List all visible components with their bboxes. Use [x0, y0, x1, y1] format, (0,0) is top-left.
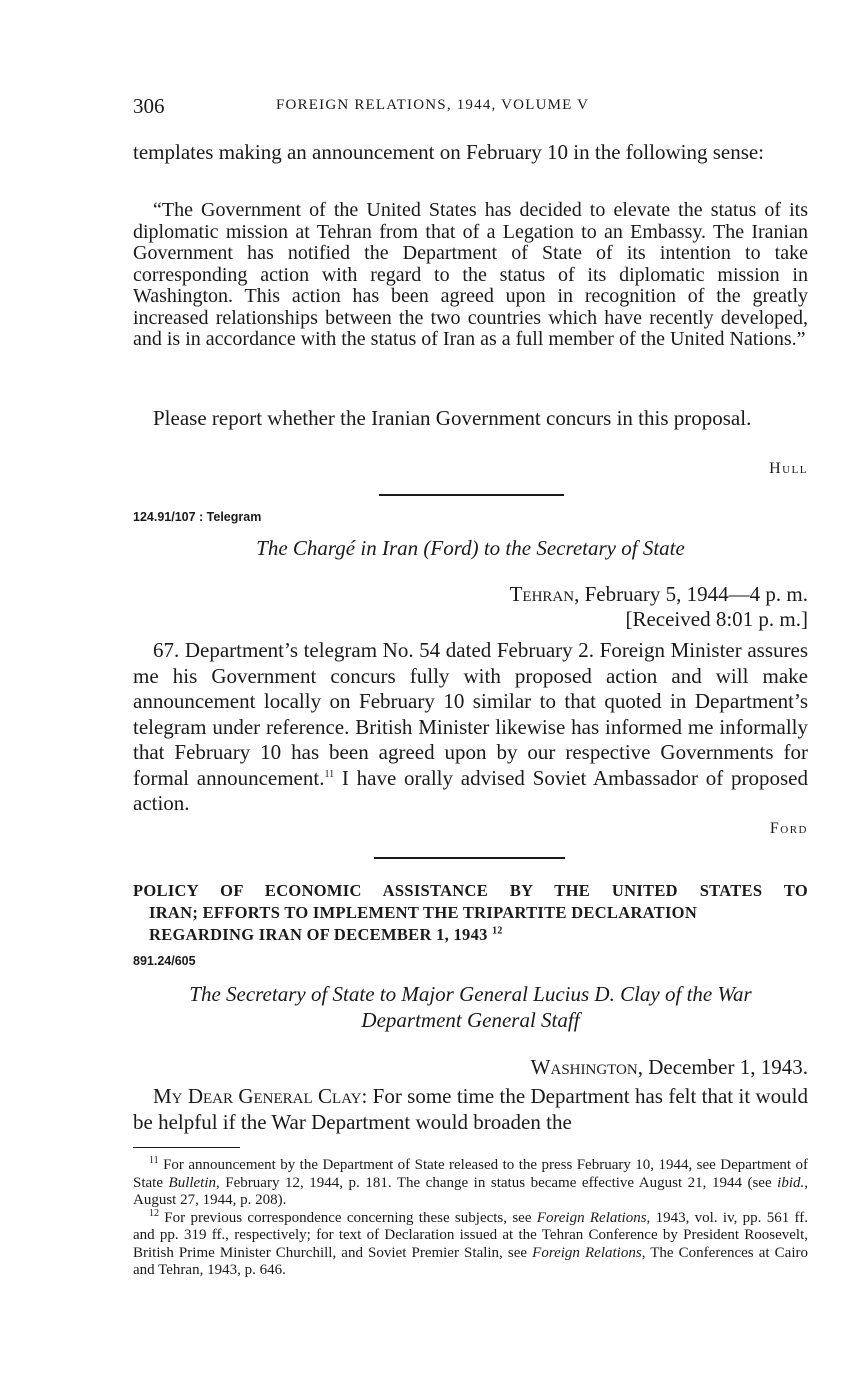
footnotes	[133, 1157, 808, 1280]
salutation: My Dear General Clay	[153, 1084, 362, 1108]
footnote-number: 11	[149, 1155, 159, 1166]
section-divider	[374, 857, 565, 859]
telegram-body-part1: 67. Department’s telegram No. 54 dated February 2. Foreign Minister assures me his Government concurs fully with proposed action and will make announcement locally on February 10 similar to that quoted in Department’s telegram under reference. British Minister likewise has informed me informally that February 10 has been agreed upon by our respective Governments for formal announcement.	[133, 638, 808, 790]
footnote-number: 12	[149, 1207, 159, 1219]
dateline-date: , February 5, 1944—4 p. m.	[574, 582, 808, 606]
signature-hull: Hull	[769, 460, 808, 477]
telegram-body	[133, 638, 808, 817]
footnote: $^{12}$ For previous correspondence concerning these subjects, see Foreign Relations, 1943, vol. iv, pp. 561 ff. and pp. 319 ff., respectively; for text of Declaration issued at the Tehran Conference by President Roosevelt, British Prime Minister Churchill, and Soviet Premier Stalin, see Foreign Relations, The Conferences at Cairo and Tehran, 1943, p. 646.	[133, 1207, 808, 1278]
footnote-marker: 11	[324, 768, 335, 780]
running-head: FOREIGN RELATIONS, 1944, VOLUME V	[276, 97, 590, 113]
received-note: [Received 8:01 p. m.]	[625, 607, 808, 631]
request-paragraph: Please report whether the Iranian Government concurs in this proposal.	[153, 406, 752, 430]
signature-ford: Ford	[769, 820, 808, 837]
document-title	[133, 981, 808, 1033]
dateline	[510, 582, 808, 608]
section-divider	[379, 494, 564, 496]
intro-paragraph: templates making an announcement on February 10 in the following sense:	[133, 140, 765, 164]
section-title-line: IRAN; EFFORTS TO IMPLEMENT THE TRIPARTITE DECLARATION	[149, 903, 698, 922]
footnote-marker: 12	[492, 925, 503, 937]
page-header	[133, 94, 808, 118]
document-title-line: The Secretary of State to Major General Lucius D. Clay of the War	[189, 982, 752, 1006]
dateline-place: Tehran	[509, 582, 575, 606]
letter-text: : For some time the Department has felt that it would be helpful if the War Department would broaden the	[133, 1084, 808, 1134]
dateline-place: Washington	[530, 1055, 638, 1079]
telegram-body-part2: I have orally advised Soviet Ambassador of proposed action.	[133, 765, 808, 815]
dateline	[531, 1055, 808, 1081]
section-title-line: REGARDING IRAN OF DECEMBER 1, 1943 $^{12}$	[149, 925, 503, 944]
dateline-date: , December 1, 1943.	[637, 1055, 808, 1079]
document-title: The Chargé in Iran (Ford) to the Secretary of State	[256, 536, 685, 560]
footnote: $^{11}$ For announcement by the Department of State released to the press February 10, 1944, see Department of State Bulletin, February 12, 1944, p. 181. The change in status became effective August 21, 1944 (see ibid., August 27, 1944, p. 208).	[133, 1155, 808, 1208]
letter-body	[133, 1084, 808, 1135]
section-title-line: POLICY OF ECONOMIC ASSISTANCE BY THE UNITED STATES TO	[133, 881, 808, 900]
footnote-rule	[133, 1147, 240, 1148]
file-reference: 124.91/107 : Telegram	[133, 510, 262, 524]
document-title-line: Department General Staff	[361, 1008, 580, 1032]
quoted-announcement: “The Government of the United States has decided to elevate the status of its diplomatic mission at Tehran from that of a Legation to an Embassy. The Iranian Government has notified the Department of State of its intention to take corresponding action with regard to the status of its diplomatic mission in Washington. This action has been agreed upon in recognition of the greatly increased relationships between the two countries which have recently developed, and is in accordance with the status of Iran as a full member of the United Nations.”	[133, 199, 808, 350]
section-title	[133, 880, 808, 946]
page-number: 306	[133, 94, 165, 118]
file-reference: 891.24/605	[133, 954, 196, 968]
